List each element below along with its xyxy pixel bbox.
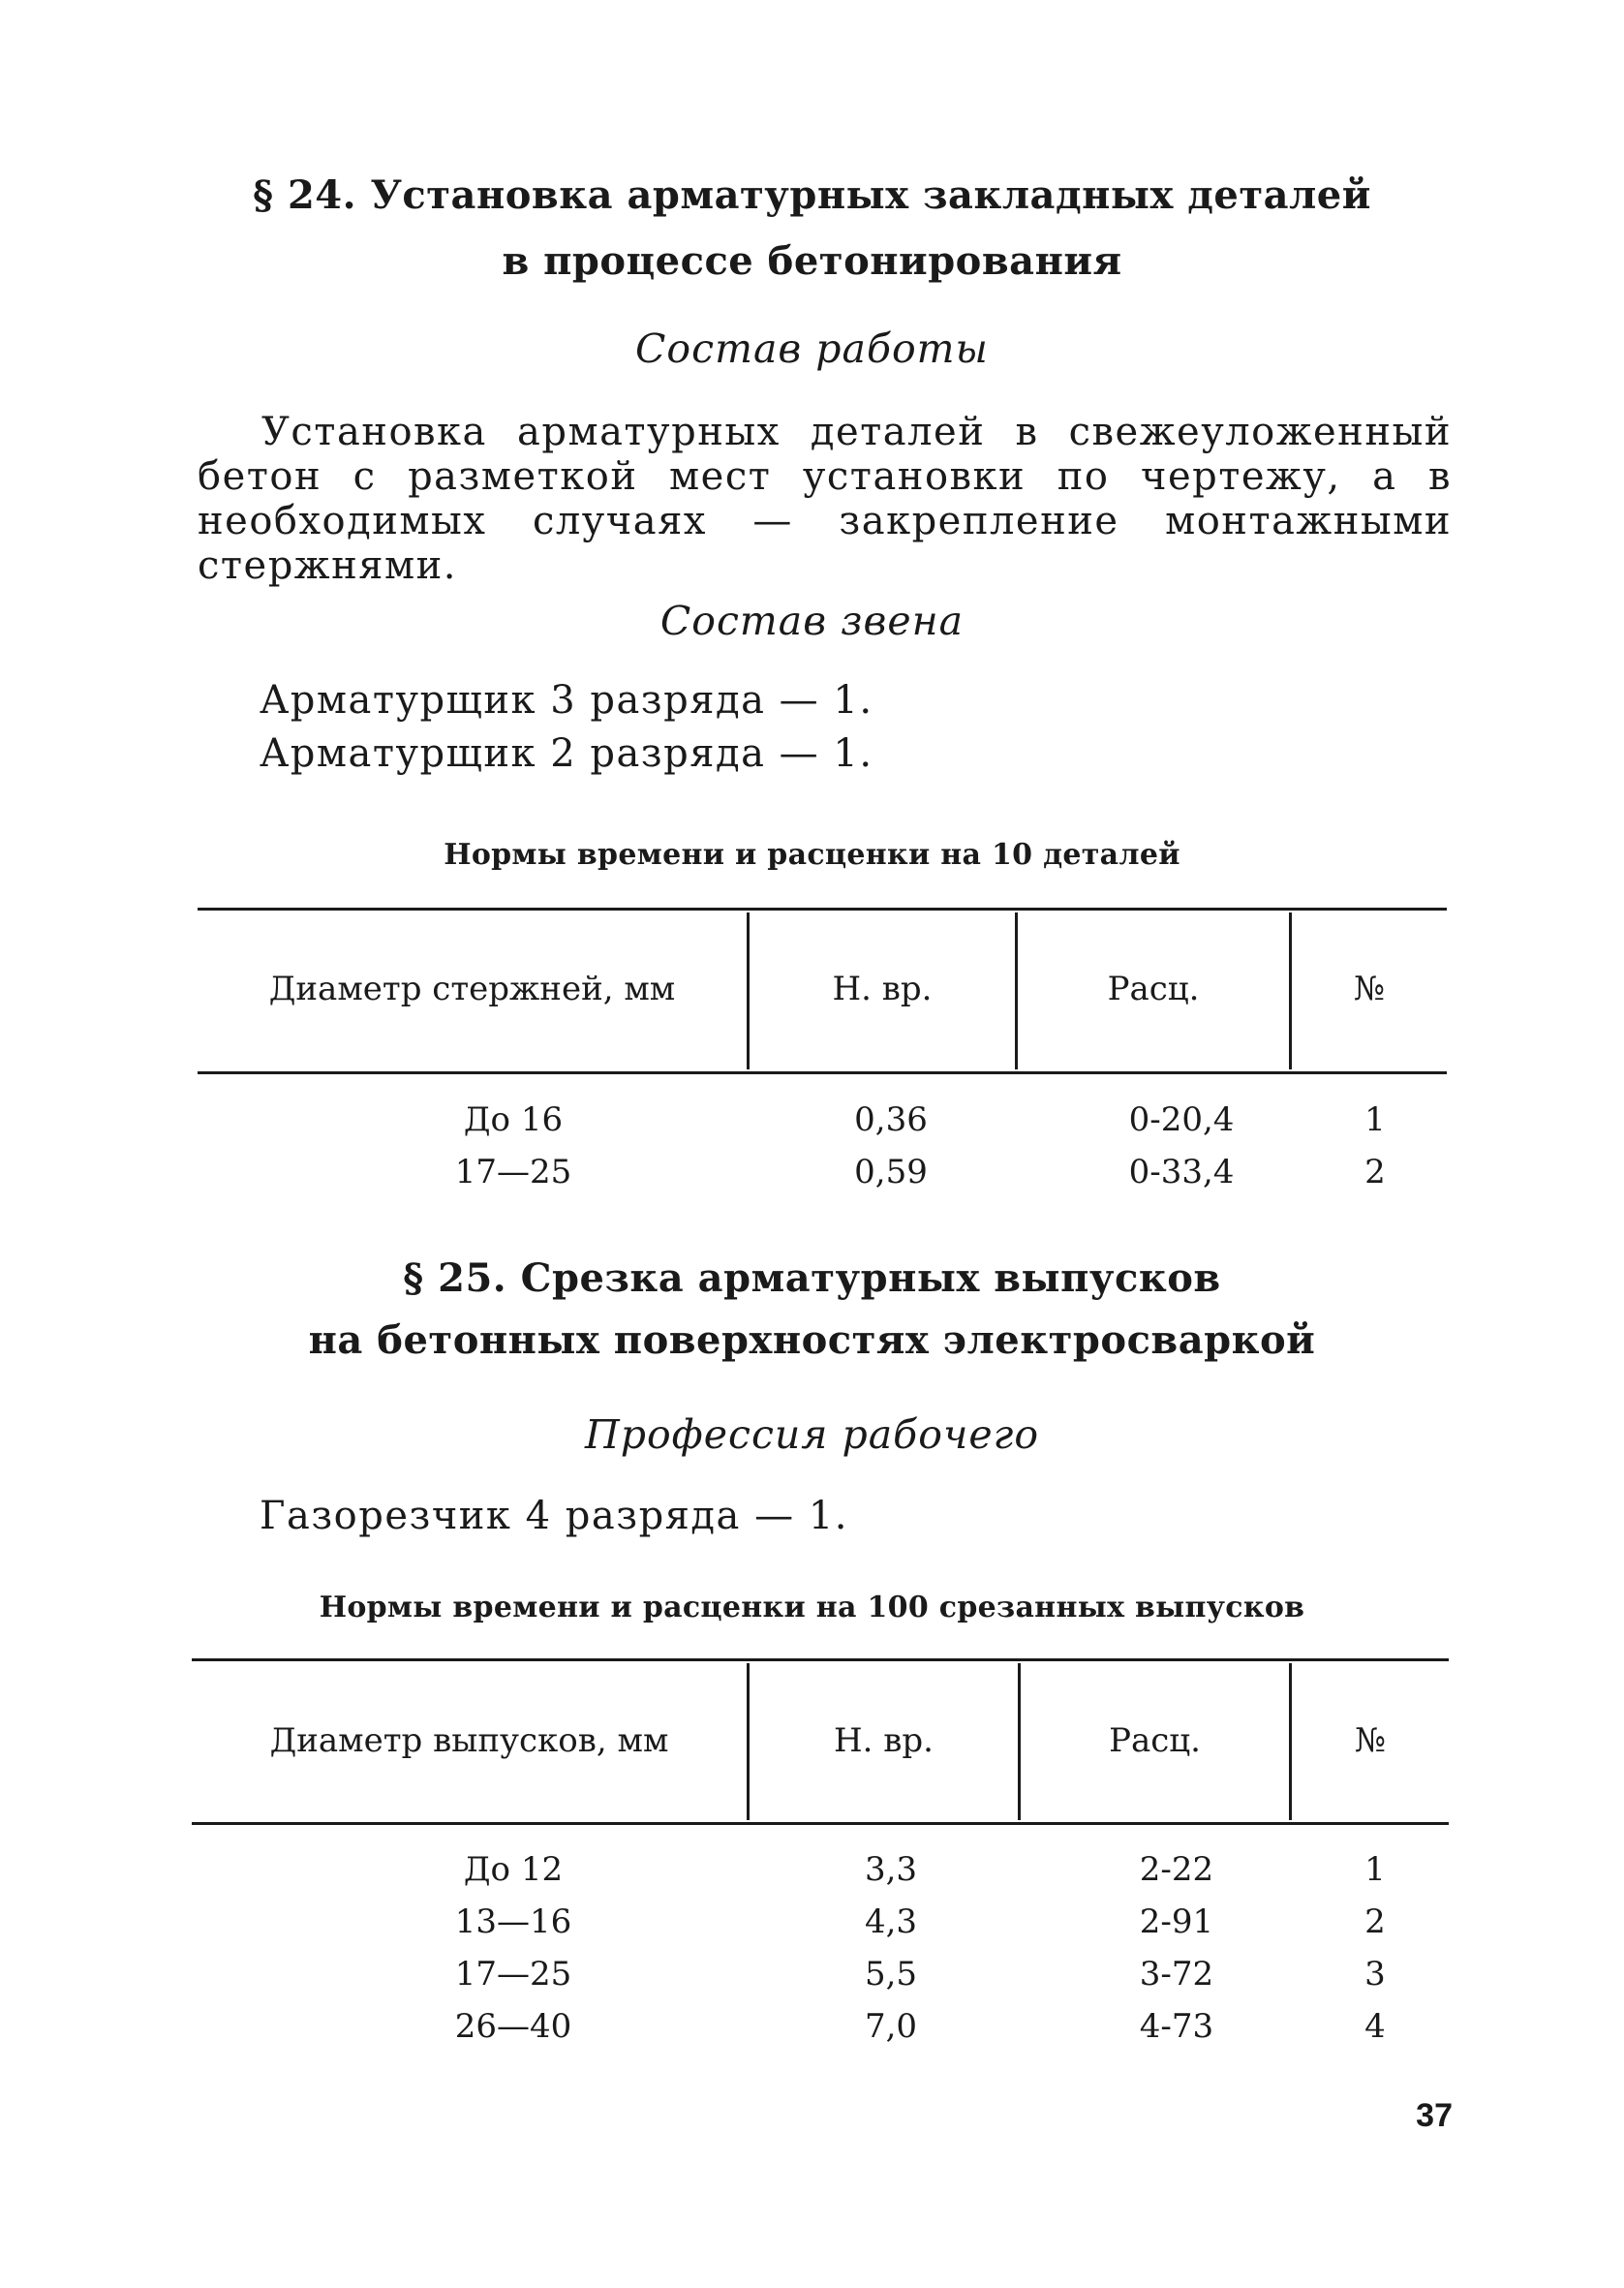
- table-cell: До 12: [463, 1850, 564, 1889]
- table-1-header-rule: [198, 1071, 1447, 1074]
- table-cell: 4,3: [864, 1902, 918, 1941]
- work-composition-text: Установка арматурных деталей в свежеуложенный бетон с разметкой мест установки по чертежу, а в необходимых случаях — закрепление монтажными стержнями.: [198, 410, 1452, 588]
- crew-item: Арматурщик 2 разряда — 1.: [260, 731, 873, 776]
- table-cell: 2-22: [1139, 1850, 1214, 1889]
- section-24-title-line1: § 24. Установка арматурных закладных деталей: [253, 172, 1371, 218]
- table-1-header-number: №: [1353, 970, 1386, 1008]
- table-cell: 5,5: [864, 1955, 918, 1994]
- table-2-header-rate: Расц.: [1109, 1721, 1201, 1760]
- table-1-header-norm: Н. вр.: [832, 970, 933, 1008]
- section-24-title-line2: в процессе бетонирования: [502, 238, 1122, 284]
- table-1-caption: Нормы времени и расценки на 10 деталей: [444, 838, 1180, 872]
- table-cell: До 16: [463, 1100, 564, 1139]
- section-25-title-line1: § 25. Срезка арматурных выпусков: [403, 1255, 1221, 1301]
- table-cell: 1: [1364, 1850, 1386, 1889]
- table-cell: 13—16: [454, 1902, 572, 1941]
- table-cell: 17—25: [454, 1955, 572, 1994]
- table-cell: 2-91: [1139, 1902, 1214, 1941]
- table-cell: 0-33,4: [1128, 1153, 1235, 1191]
- profession-heading: Профессия рабочего: [584, 1411, 1040, 1458]
- table-cell: 1: [1364, 1100, 1386, 1139]
- table-cell: 0,36: [854, 1100, 928, 1139]
- section-25-title-line2: на бетонных поверхностях электросваркой: [308, 1317, 1316, 1363]
- table-1-header-rate: Расц.: [1107, 970, 1200, 1008]
- table-cell: 3,3: [864, 1850, 918, 1889]
- crew-heading: Состав звена: [659, 598, 965, 644]
- table-cell: 17—25: [454, 1153, 572, 1191]
- table-2-header-diameter: Диаметр выпусков, мм: [269, 1721, 669, 1760]
- table-2-header-number: №: [1354, 1721, 1387, 1760]
- table-cell: 3-72: [1139, 1955, 1214, 1994]
- work-composition-heading: Состав работы: [635, 325, 989, 372]
- table-cell: 0,59: [854, 1153, 928, 1191]
- table-cell: 2: [1364, 1153, 1386, 1191]
- table-cell: 0-20,4: [1128, 1100, 1235, 1139]
- table-2-caption: Нормы времени и расценки на 100 срезанных выпусков: [319, 1591, 1305, 1624]
- table-cell: 26—40: [454, 2007, 572, 2046]
- page-number: 37: [1416, 2097, 1453, 2134]
- table-cell: 4-73: [1139, 2007, 1214, 2046]
- table-cell: 7,0: [864, 2007, 918, 2046]
- table-2-top-rule: [192, 1658, 1449, 1661]
- table-cell: 2: [1364, 1902, 1386, 1941]
- table-2-header-rule: [192, 1822, 1449, 1825]
- profession-item: Газорезчик 4 разряда — 1.: [260, 1494, 848, 1538]
- crew-item: Арматурщик 3 разряда — 1.: [260, 678, 873, 723]
- table-1-header-diameter: Диаметр стержней, мм: [268, 970, 676, 1008]
- table-cell: 3: [1364, 1955, 1386, 1994]
- table-2-header-norm: Н. вр.: [834, 1721, 934, 1760]
- table-1-top-rule: [198, 908, 1447, 911]
- table-cell: 4: [1364, 2007, 1386, 2046]
